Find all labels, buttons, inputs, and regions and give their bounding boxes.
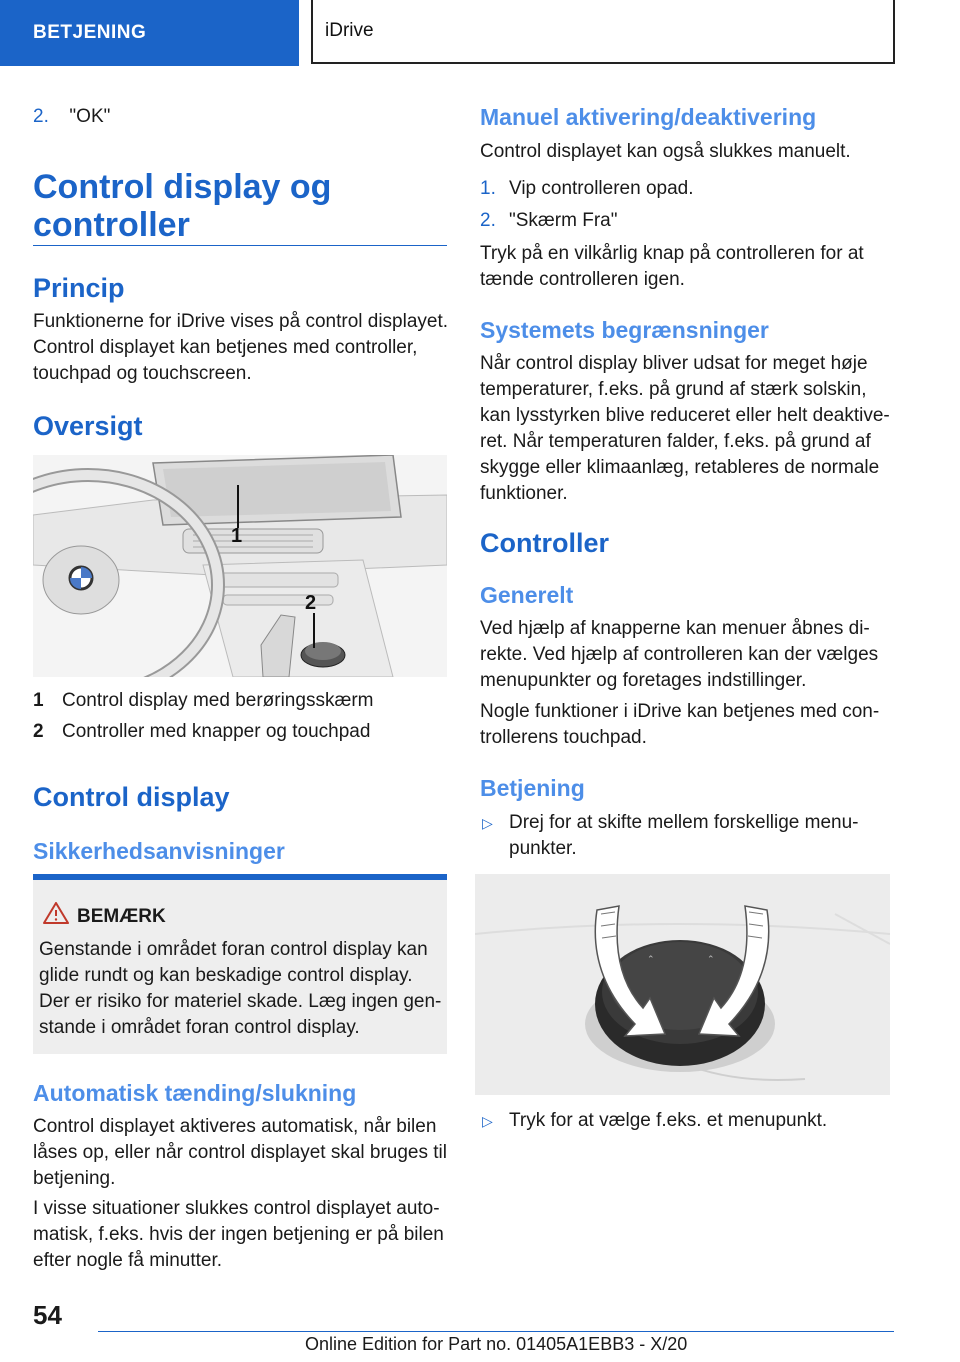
- edition-text: Online Edition for Part no. 01405A1EBB3 - X/20: [305, 1334, 688, 1354]
- system-heading: Systemets begrænsninger: [480, 317, 769, 343]
- section-label: BETJENING: [33, 22, 147, 43]
- princip-text: Funktionerne for iDrive vises på control displayet. Control displayet kan betjenes med controller, touchpad og touchscreen.: [33, 311, 449, 384]
- chapter-tab: [311, 0, 895, 64]
- notice-title: BEMÆRK: [77, 906, 166, 927]
- section-tab: [0, 0, 299, 66]
- auto-p2: I visse situationer slukkes control displayet auto- matisk, f.eks. hvis der ingen betjening er på bilen efter nogle få minutter.: [33, 1198, 444, 1271]
- oversigt-heading: Oversigt: [33, 411, 143, 441]
- step-number: 2.: [33, 106, 49, 127]
- controller-heading: Controller: [480, 528, 610, 558]
- manuel-heading: Manuel aktivering/deaktivering: [480, 104, 817, 130]
- notice-text: Genstande i området foran control display kan glide rundt og kan beskadige control display. Der er risiko for materiel skade. Læg ingen gen- stande i området foran control display.: [39, 939, 442, 1038]
- dashboard-illustration: [33, 455, 447, 677]
- sikkerhed-heading: Sikkerhedsanvisninger: [33, 838, 285, 864]
- generelt-p1: Ved hjælp af knapperne kan menuer åbnes di- rekte. Ved hjælp af controlleren kan der vælges menupunkter og foretages indstillinger.: [480, 618, 879, 691]
- page-title-line1: Control display og: [33, 168, 332, 206]
- svg-text:⌃: ⌃: [707, 954, 715, 964]
- system-text: Når control display bliver udsat for meget høje temperaturer, f.eks. på grund af stærk solskin, kan lysstyrken blive reduceret eller helt deaktive- ret. Når temperaturen falder, f.eks. på grund af skygge eller klimaanlæg, retableres de normale funktioner.: [480, 353, 890, 504]
- controller-rotate-illustration: [475, 874, 890, 1095]
- step-2: [33, 104, 110, 130]
- bullet-press: ▷ Tryk for at vælge f.eks. et menupunkt.: [480, 1108, 900, 1134]
- manuel-after: Tryk på en vilkårlig knap på controlleren for at tænde controlleren igen.: [480, 243, 864, 290]
- chapter-label: iDrive: [325, 20, 374, 41]
- princip-heading: Princip: [33, 273, 125, 303]
- legend-item-1: 1 Control display med berøringsskærm: [33, 690, 374, 711]
- page-number: 54: [33, 1300, 62, 1330]
- page-title-line2: controller: [33, 206, 190, 244]
- page-title: [33, 168, 331, 244]
- notice-box: [33, 874, 447, 1054]
- manuel-step-2: 2. "Skærm Fra": [480, 210, 618, 231]
- warning-icon: [43, 902, 69, 924]
- manuel-intro: Control displayet kan også slukkes manuelt.: [480, 141, 851, 162]
- legend-item-2: 2 Controller med knapper og touchpad: [33, 721, 371, 742]
- footer-rule: [98, 1331, 894, 1332]
- auto-p1: Control displayet aktiveres automatisk, når bilen låses op, eller når control displayet skal bruges til betjening.: [33, 1116, 447, 1189]
- callout-1: 1: [231, 525, 243, 547]
- callout-2: 2: [305, 592, 317, 614]
- generelt-p2: Nogle funktioner i iDrive kan betjenes med con- trollerens touchpad.: [480, 701, 880, 748]
- step-text: "OK": [69, 106, 111, 127]
- auto-heading: Automatisk tænding/slukning: [33, 1080, 357, 1106]
- svg-text:⌃: ⌃: [647, 954, 655, 964]
- control-display-heading: Control display: [33, 782, 230, 812]
- bullet-rotate: ▷ Drej for at skifte mellem forskellige menu- punkter.: [482, 812, 859, 859]
- title-rule: [33, 245, 447, 246]
- triangle-right-icon: ▷: [482, 815, 493, 831]
- triangle-right-icon: ▷: [482, 1113, 493, 1129]
- betjening-heading: Betjening: [480, 775, 585, 801]
- manuel-step-1: 1. Vip controlleren opad.: [480, 178, 694, 199]
- generelt-heading: Generelt: [480, 582, 574, 608]
